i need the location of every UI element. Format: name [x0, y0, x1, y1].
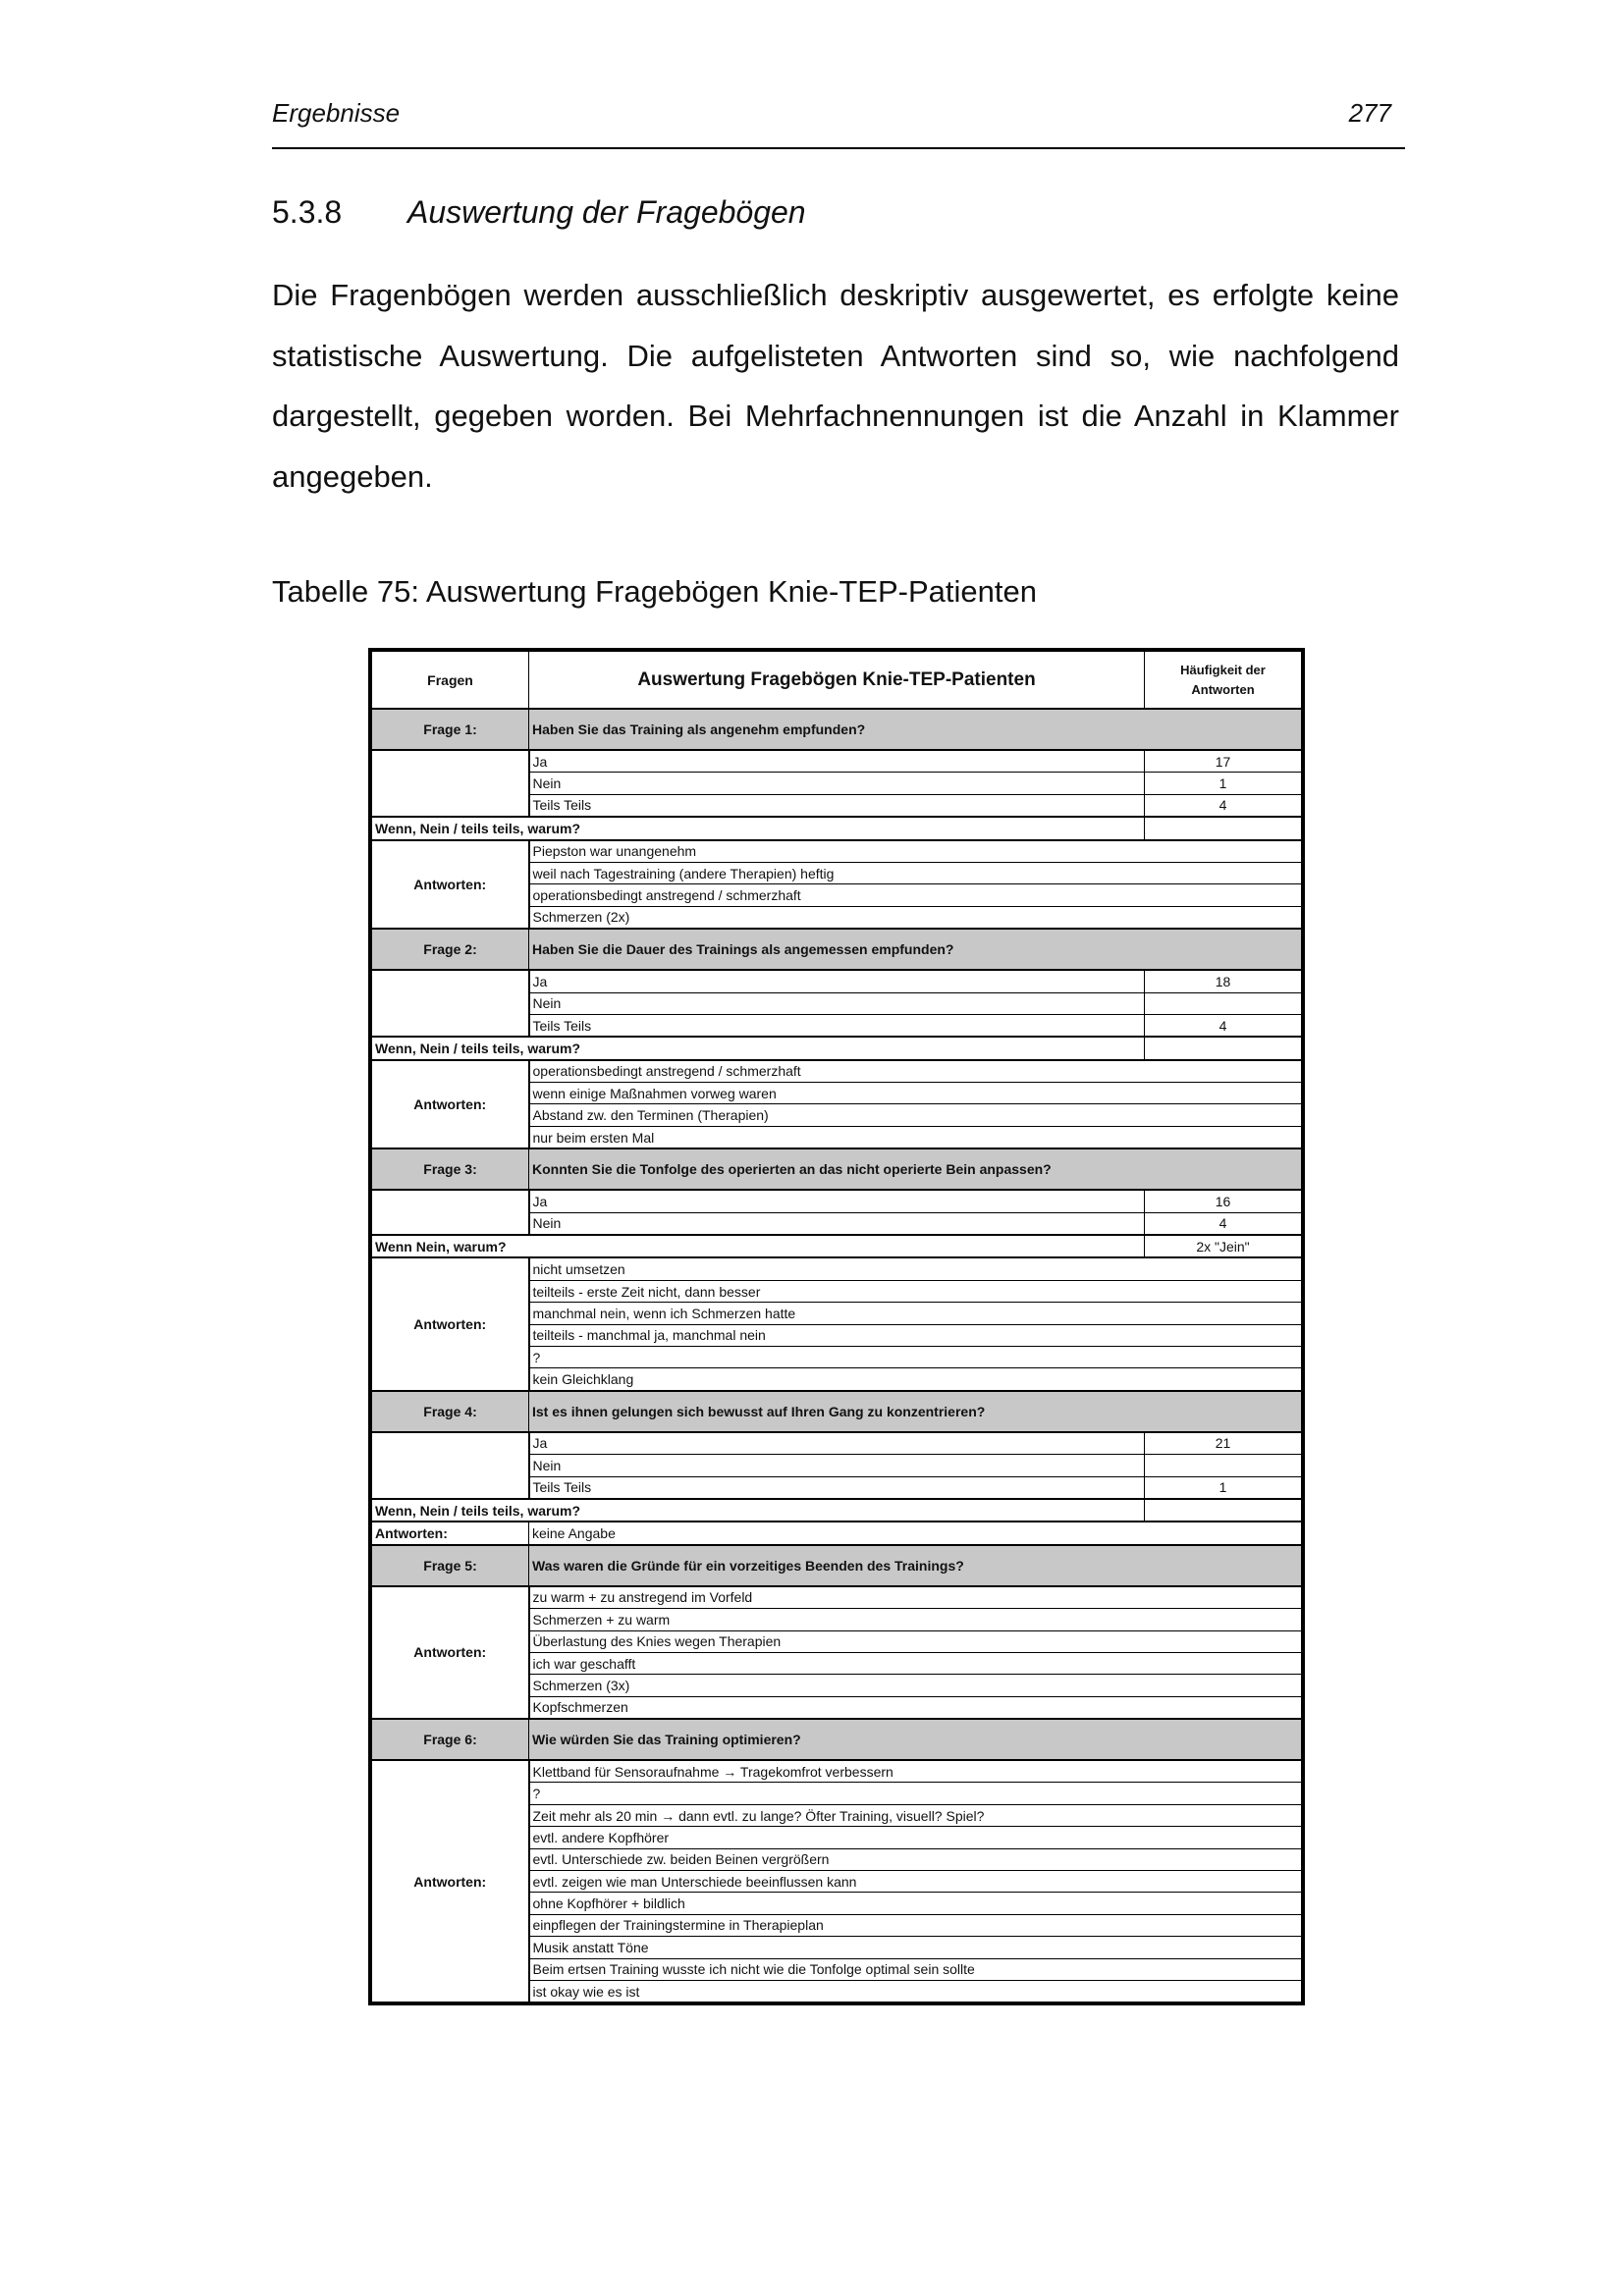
- option-count: 4: [1145, 1014, 1302, 1037]
- answer-text: Schmerzen (3x): [529, 1675, 1302, 1696]
- header-auswertung: Auswertung Fragebögen Knie-TEP-Patienten: [529, 652, 1145, 710]
- answer-text: Abstand zw. den Terminen (Therapien): [529, 1104, 1302, 1126]
- answer-text: evtl. Unterschiede zw. beiden Beinen vergrößern: [529, 1848, 1302, 1870]
- question-label: Frage 3:: [372, 1148, 529, 1190]
- answer-text: nicht umsetzen: [529, 1257, 1302, 1280]
- answer-text: ich war geschafft: [529, 1652, 1302, 1674]
- answer-row: [372, 1760, 1302, 1783]
- option-text: Nein: [529, 1212, 1145, 1235]
- option-text: Nein: [529, 773, 1145, 794]
- option-text: Ja: [529, 750, 1145, 773]
- answer-row: [372, 1586, 1302, 1609]
- followup-row: [372, 817, 1302, 839]
- answer-text: Beim ertsen Training wusste ich nicht wie die Tonfolge optimal sein sollte: [529, 1958, 1302, 1980]
- followup-text: Wenn, Nein / teils teils, warum?: [372, 1499, 1145, 1522]
- option-count: 1: [1145, 1476, 1302, 1499]
- question-label: Frage 1:: [372, 709, 529, 750]
- answers-label: Antworten:: [372, 1586, 529, 1719]
- question-row: [372, 929, 1302, 970]
- option-count: 16: [1145, 1190, 1302, 1212]
- option-count: 18: [1145, 970, 1302, 992]
- answer-text: Schmerzen (2x): [529, 906, 1302, 929]
- question-text: Wie würden Sie das Training optimieren?: [529, 1719, 1302, 1760]
- answer-text: wenn einige Maßnahmen vorweg waren: [529, 1083, 1302, 1104]
- answer-text: operationsbedingt anstregend / schmerzhaft: [529, 884, 1302, 906]
- answer-text: operationsbedingt anstregend / schmerzhaft: [529, 1060, 1302, 1083]
- option-text: Nein: [529, 1455, 1145, 1476]
- question-text: Konnten Sie die Tonfolge des operierten an das nicht operierte Bein anpassen?: [529, 1148, 1302, 1190]
- followup-count: [1145, 1037, 1302, 1059]
- header-haeufigkeit: Häufigkeit der Antworten: [1145, 652, 1302, 710]
- option-row: [372, 1190, 1302, 1212]
- option-row: [372, 970, 1302, 992]
- answers-label: Antworten:: [372, 840, 529, 930]
- followup-count: [1145, 817, 1302, 839]
- answer-row: [372, 1522, 1302, 1544]
- answer-text: evtl. andere Kopfhörer: [529, 1827, 1302, 1848]
- answer-text: ?: [529, 1346, 1302, 1367]
- answer-text: ist okay wie es ist: [529, 1980, 1302, 2002]
- answer-text: teilteils - erste Zeit nicht, dann besser: [529, 1280, 1302, 1302]
- answer-text: einpflegen der Trainingstermine in Therapieplan: [529, 1914, 1302, 1936]
- option-text: Teils Teils: [529, 794, 1145, 817]
- blank-cell: [372, 1190, 529, 1235]
- option-text: Ja: [529, 1190, 1145, 1212]
- section-number: 5.3.8: [272, 194, 343, 230]
- answer-text: Zeit mehr als 20 min → dann evtl. zu lange? Öfter Training, visuell? Spiel?: [529, 1804, 1302, 1826]
- answer-text: ohne Kopfhörer + bildlich: [529, 1893, 1302, 1914]
- question-text: Haben Sie die Dauer des Trainings als angemessen empfunden?: [529, 929, 1302, 970]
- followup-count: [1145, 1499, 1302, 1522]
- answer-text: Überlastung des Knies wegen Therapien: [529, 1630, 1302, 1652]
- followup-count: 2x "Jein": [1145, 1235, 1302, 1257]
- option-count: [1145, 1455, 1302, 1476]
- option-count: [1145, 992, 1302, 1014]
- answers-label: Antworten:: [372, 1257, 529, 1390]
- question-row: [372, 1719, 1302, 1760]
- option-count: 17: [1145, 750, 1302, 773]
- answer-text: Klettband für Sensoraufnahme → Tragekomfrot verbessern: [529, 1760, 1302, 1783]
- answer-text: zu warm + zu anstregend im Vorfeld: [529, 1586, 1302, 1609]
- answer-text: Kopfschmerzen: [529, 1696, 1302, 1719]
- option-count: 1: [1145, 773, 1302, 794]
- answer-text: nur beim ersten Mal: [529, 1126, 1302, 1148]
- followup-text: Wenn, Nein / teils teils, warum?: [372, 817, 1145, 839]
- answer-row: [372, 1257, 1302, 1280]
- answers-label: Antworten:: [372, 1522, 529, 1544]
- followup-row: [372, 1235, 1302, 1257]
- section-heading: [272, 194, 806, 231]
- question-text: Ist es ihnen gelungen sich bewusst auf Ihren Gang zu konzentrieren?: [529, 1391, 1302, 1432]
- option-text: Ja: [529, 1432, 1145, 1455]
- question-row: [372, 1148, 1302, 1190]
- section-title: Auswertung der Fragebögen: [407, 194, 806, 230]
- option-row: [372, 750, 1302, 773]
- question-text: Was waren die Gründe für ein vorzeitiges Beenden des Trainings?: [529, 1545, 1302, 1586]
- questionnaire-table: [368, 648, 1305, 2005]
- followup-row: [372, 1499, 1302, 1522]
- followup-text: Wenn Nein, warum?: [372, 1235, 1145, 1257]
- header-section-name: Ergebnisse: [272, 98, 401, 128]
- answer-text: Piepston war unangenehm: [529, 840, 1302, 863]
- question-row: [372, 1545, 1302, 1586]
- option-row: [372, 1432, 1302, 1455]
- question-label: Frage 5:: [372, 1545, 529, 1586]
- question-label: Frage 6:: [372, 1719, 529, 1760]
- answer-text: Schmerzen + zu warm: [529, 1609, 1302, 1630]
- answer-text: teilteils - manchmal ja, manchmal nein: [529, 1324, 1302, 1346]
- question-row: [372, 709, 1302, 750]
- option-text: Ja: [529, 970, 1145, 992]
- option-count: 4: [1145, 794, 1302, 817]
- running-header: [272, 98, 1405, 149]
- answer-text: evtl. zeigen wie man Unterschiede beeinflussen kann: [529, 1871, 1302, 1893]
- answer-text: keine Angabe: [529, 1522, 1302, 1544]
- blank-cell: [372, 970, 529, 1037]
- answer-text: kein Gleichklang: [529, 1368, 1302, 1391]
- answer-row: [372, 1060, 1302, 1083]
- answers-label: Antworten:: [372, 1060, 529, 1149]
- followup-text: Wenn, Nein / teils teils, warum?: [372, 1037, 1145, 1059]
- option-text: Nein: [529, 992, 1145, 1014]
- table-caption: Tabelle 75: Auswertung Fragebögen Knie-TEP-Patienten: [272, 574, 1037, 609]
- followup-row: [372, 1037, 1302, 1059]
- blank-cell: [372, 750, 529, 817]
- body-paragraph: Die Fragenbögen werden ausschließlich deskriptiv ausgewertet, es erfolgte keine statistische Auswertung. Die aufgelisteten Antworten sind so, wie nachfolgend dargestellt, gegeben worden. Bei Mehrfachnennungen ist die Anzahl in Klammer angegeben.: [272, 278, 1399, 494]
- question-label: Frage 4:: [372, 1391, 529, 1432]
- answer-text: manchmal nein, wenn ich Schmerzen hatte: [529, 1303, 1302, 1324]
- answers-label: Antworten:: [372, 1760, 529, 2002]
- answer-text: Musik anstatt Töne: [529, 1937, 1302, 1958]
- table-header-row: [372, 652, 1302, 710]
- answer-text: weil nach Tagestraining (andere Therapien) heftig: [529, 862, 1302, 883]
- question-row: [372, 1391, 1302, 1432]
- option-text: Teils Teils: [529, 1014, 1145, 1037]
- header-fragen: Fragen: [372, 652, 529, 710]
- blank-cell: [372, 1432, 529, 1499]
- question-label: Frage 2:: [372, 929, 529, 970]
- page-number: 277: [1348, 98, 1391, 128]
- option-count: 4: [1145, 1212, 1302, 1235]
- answer-text: ?: [529, 1783, 1302, 1804]
- option-text: Teils Teils: [529, 1476, 1145, 1499]
- answer-row: [372, 840, 1302, 863]
- option-count: 21: [1145, 1432, 1302, 1455]
- question-text: Haben Sie das Training als angenehm empfunden?: [529, 709, 1302, 750]
